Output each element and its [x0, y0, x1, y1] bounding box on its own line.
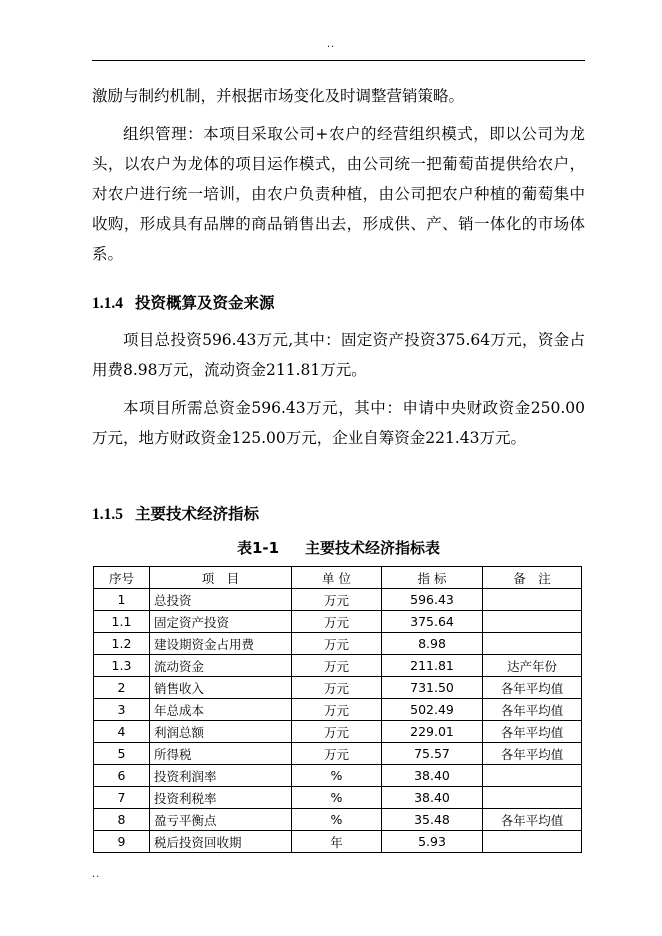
header-seq: 序号: [94, 567, 150, 589]
cell-item: 流动资金: [150, 655, 292, 677]
cell-seq: 7: [94, 787, 150, 809]
table-row: [94, 721, 582, 743]
header-note: 备 注: [483, 567, 582, 589]
section-number: 1.1.4: [92, 295, 123, 312]
table-row: [94, 831, 582, 853]
paragraph-total-investment: 项目总投资596.43万元,其中：固定资产投资375.64万元，资金占用费8.98万元，流动资金211.81万元。: [92, 331, 585, 379]
cell-unit: 万元: [292, 589, 382, 611]
cell-note: [483, 589, 582, 611]
cell-value: 502.49: [382, 699, 483, 721]
section-heading-investment: [92, 291, 275, 316]
table-caption: [92, 537, 585, 559]
cell-note: [483, 787, 582, 809]
cell-value: 38.40: [382, 787, 483, 809]
cell-note: 达产年份: [483, 655, 582, 677]
cell-item: 所得税: [150, 743, 292, 765]
table-row: [94, 809, 582, 831]
section-title: 投资概算及资金来源: [135, 294, 275, 312]
cell-seq: 5: [94, 743, 150, 765]
cell-seq: 3: [94, 699, 150, 721]
cell-seq: 1.3: [94, 655, 150, 677]
cell-value: 5.93: [382, 831, 483, 853]
cell-seq: 2: [94, 677, 150, 699]
table-row: [94, 611, 582, 633]
table-row: [94, 677, 582, 699]
table-row: [94, 633, 582, 655]
cell-item: 建设期资金占用费: [150, 633, 292, 655]
table-body: [94, 589, 582, 853]
table-row: [94, 655, 582, 677]
cell-unit: %: [292, 765, 382, 787]
cell-value: 731.50: [382, 677, 483, 699]
page-header-mark: ..: [326, 39, 336, 50]
cell-note: [483, 611, 582, 633]
paragraph-funding-sources: 本项目所需总资金596.43万元，其中：申请中央财政资金250.00万元，地方财政资金125.00万元，企业自筹资金221.43万元。: [92, 399, 585, 447]
paragraph-organization-management: 组织管理：本项目采取公司+农户的经营组织模式，即以公司为龙头，以农户为龙体的项目运作模式，由公司统一把葡萄苗提供给农户，对农户进行统一培训，由农户负责种植，由公司把农户种植的葡萄集中收购，形成具有品牌的商品销售出去，形成供、产、销一体化的市场体系。: [92, 125, 585, 263]
cell-item: 投资利润率: [150, 765, 292, 787]
cell-value: 38.40: [382, 765, 483, 787]
cell-note: 各年平均值: [483, 809, 582, 831]
cell-unit: 年: [292, 831, 382, 853]
cell-seq: 1.2: [94, 633, 150, 655]
cell-note: [483, 633, 582, 655]
table-row: [94, 787, 582, 809]
cell-value: 35.48: [382, 809, 483, 831]
header-unit: 单 位: [292, 567, 382, 589]
section-title: 主要技术经济指标: [135, 505, 260, 523]
cell-unit: 万元: [292, 655, 382, 677]
table-row: [94, 699, 582, 721]
cell-seq: 6: [94, 765, 150, 787]
cell-item: 销售收入: [150, 677, 292, 699]
header-rule: [92, 60, 585, 61]
section-heading-indicators: [92, 502, 259, 527]
cell-unit: %: [292, 787, 382, 809]
cell-note: [483, 831, 582, 853]
cell-seq: 8: [94, 809, 150, 831]
cell-value: 211.81: [382, 655, 483, 677]
cell-value: 8.98: [382, 633, 483, 655]
cell-seq: 1: [94, 589, 150, 611]
header-item: 项 目: [150, 567, 292, 589]
cell-note: 各年平均值: [483, 721, 582, 743]
cell-item: 固定资产投资: [150, 611, 292, 633]
header-value: 指 标: [382, 567, 483, 589]
indicators-table: [93, 566, 582, 853]
cell-item: 年总成本: [150, 699, 292, 721]
cell-value: 596.43: [382, 589, 483, 611]
section-number: 1.1.5: [92, 506, 123, 523]
table-row: [94, 589, 582, 611]
cell-value: 229.01: [382, 721, 483, 743]
cell-item: 利润总额: [150, 721, 292, 743]
cell-seq: 4: [94, 721, 150, 743]
table-row: [94, 765, 582, 787]
page-footer-mark: ..: [92, 869, 101, 880]
cell-unit: 万元: [292, 699, 382, 721]
cell-item: 总投资: [150, 589, 292, 611]
cell-value: 75.57: [382, 743, 483, 765]
cell-note: 各年平均值: [483, 699, 582, 721]
table-caption-number: 表1-1: [236, 539, 280, 557]
cell-seq: 1.1: [94, 611, 150, 633]
cell-value: 375.64: [382, 611, 483, 633]
cell-unit: 万元: [292, 633, 382, 655]
cell-note: [483, 765, 582, 787]
cell-unit: 万元: [292, 743, 382, 765]
cell-unit: 万元: [292, 611, 382, 633]
table-row: [94, 743, 582, 765]
cell-note: 各年平均值: [483, 743, 582, 765]
cell-unit: 万元: [292, 721, 382, 743]
cell-item: 盈亏平衡点: [150, 809, 292, 831]
cell-note: 各年平均值: [483, 677, 582, 699]
table-header-row: [94, 567, 582, 589]
cell-unit: 万元: [292, 677, 382, 699]
cell-item: 投资利税率: [150, 787, 292, 809]
table-caption-title: 主要技术经济指标表: [305, 539, 441, 557]
cell-unit: %: [292, 809, 382, 831]
cell-item: 税后投资回收期: [150, 831, 292, 853]
paragraph-marketing-end: 激励与制约机制，并根据市场变化及时调整营销策略。: [92, 87, 465, 105]
cell-seq: 9: [94, 831, 150, 853]
